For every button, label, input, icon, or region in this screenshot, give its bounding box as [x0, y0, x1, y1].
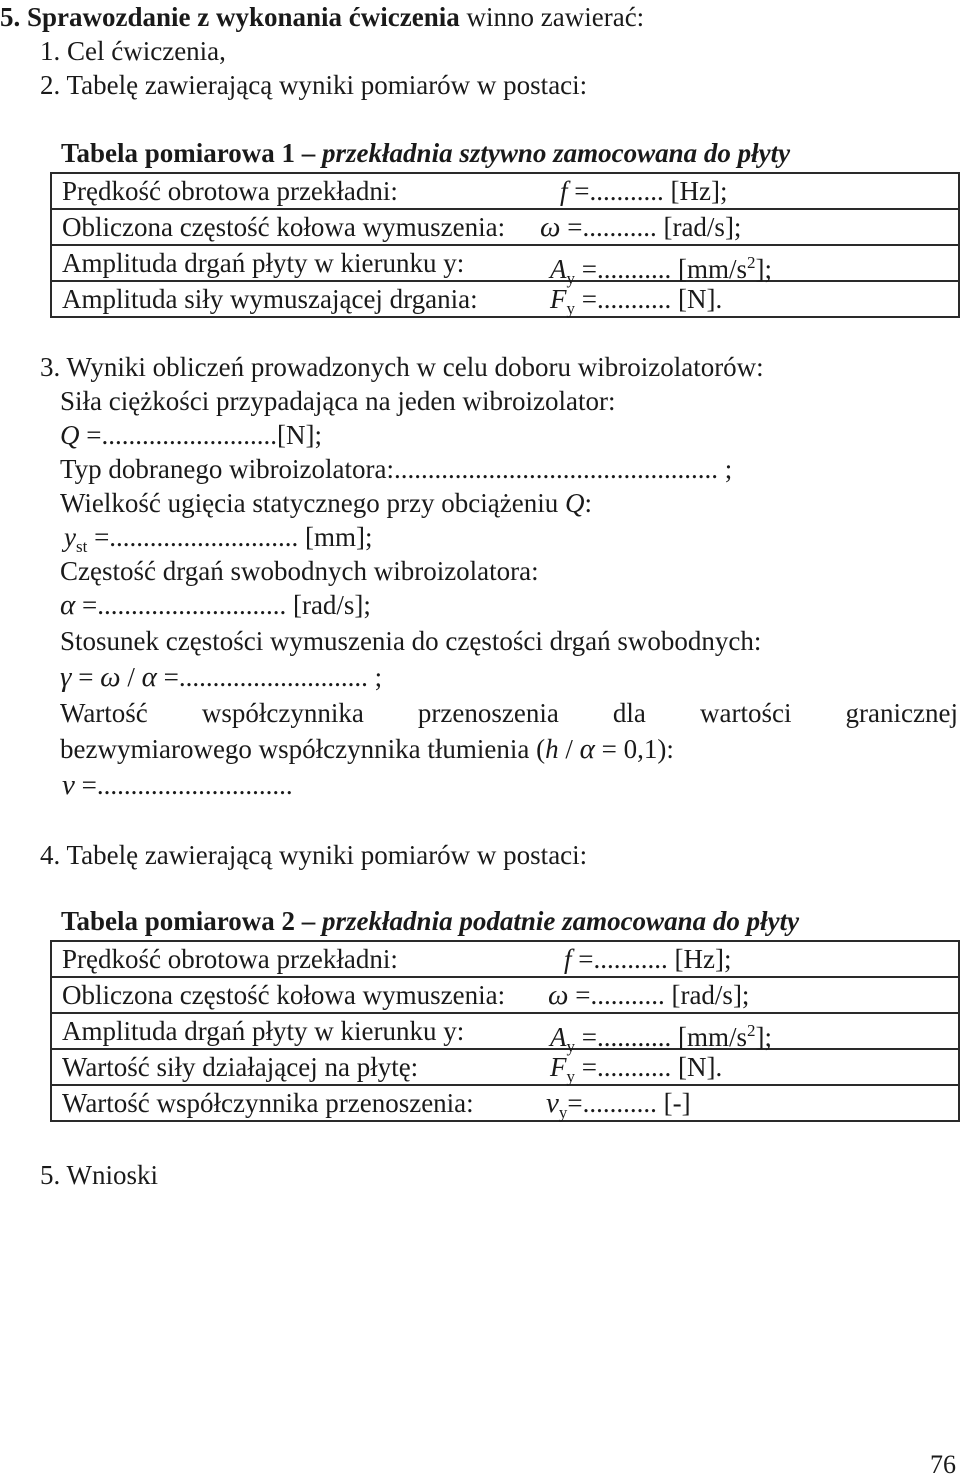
nu-value-line: ν =............................. [62, 769, 293, 801]
gamma-value-line: γ = ω / α =............................ ; [60, 661, 383, 693]
table2-row-label: Wartość siły działającej na płytę: [62, 1052, 419, 1082]
q-value-line: Q =..........................[N]; [60, 420, 322, 450]
section5-heading-bold: 5. Sprawozdanie z wykonania ćwiczenia [0, 2, 460, 32]
natural-frequency-label: Częstość drgań swobodnych wibroizolatora: [60, 556, 539, 586]
list-item-1: 1. Cel ćwiczenia, [40, 36, 226, 66]
table2-caption-bold: Tabela pomiarowa 2 – [61, 906, 323, 936]
table2-row-label: Prędkość obrotowa przekładni: [62, 944, 398, 974]
section5-heading [0, 0, 644, 34]
table1-row-value: ω =........... [rad/s]; [540, 211, 742, 243]
table1-row-frequency [51, 173, 959, 209]
table2-row-label: Wartość współczynnika przenoszenia: [62, 1088, 474, 1118]
section5-conclusions: 5. Wnioski [40, 1160, 159, 1190]
table2-row-frequency [51, 941, 959, 977]
ratio-label: Stosunek częstości wymuszenia do częstości drgań swobodnych: [60, 626, 762, 656]
table2-row-value: $A_y$ =........... $[mm/s^2]$; [550, 1021, 772, 1056]
transmissibility-label-line2: bezwymiarowego współczynnika tłumienia (h / α = 0,1): [60, 733, 674, 765]
table1-row-force [51, 281, 959, 317]
table2-row-value: f =........... [Hz]; [564, 944, 732, 974]
weight-label: Siła ciężkości przypadająca na jeden wibroizolator: [60, 386, 616, 416]
deflection-label: Wielkość ugięcia statycznego przy obciążeniu Q: [60, 488, 592, 518]
table1-row-label: Obliczona częstość kołowa wymuszenia: [62, 212, 506, 242]
table2-row-label: Amplituda drgań płyty w kierunku y: [62, 1016, 465, 1046]
table2-caption-italic: przekładnia podatnie zamocowana do płyty [322, 906, 800, 936]
table1-row-value: $F_y$ =........... [N]. [550, 284, 723, 318]
table1-row-value: $A_y$ =........... $[mm/s^2]$; [550, 253, 772, 288]
list-item-2: 2. Tabelę zawierającą wyniki pomiarów w postaci: [40, 70, 588, 100]
section3-heading: 3. Wyniki obliczeń prowadzonych w celu doboru wibroizolatorów: [40, 352, 764, 382]
table1-row-omega [51, 209, 959, 245]
measurement-table-1 [50, 136, 960, 318]
measurement-table-2 [50, 904, 960, 1122]
alpha-value-line: α =............................ [rad/s]; [60, 589, 371, 621]
table2-row-value: $F_y$ =........... [N]. [550, 1052, 723, 1086]
yst-value-line: $y_{st}$ =............................ [mm]; [64, 522, 373, 556]
section5-heading-rest: winno zawierać: [459, 2, 645, 32]
table1-row-label: Amplituda drgań płyty w kierunku y: [62, 248, 465, 278]
table2-row-amplitude [51, 1013, 959, 1056]
table2-row-label: Obliczona częstość kołowa wymuszenia: [62, 980, 506, 1010]
table1-row-value: f =........... [Hz]; [560, 176, 728, 206]
section4-heading: 4. Tabelę zawierającą wyniki pomiarów w postaci: [40, 840, 588, 870]
table1-caption [51, 136, 959, 173]
page-number: 76 [930, 1450, 956, 1479]
table1-row-amplitude [51, 245, 959, 288]
table2-row-value: $\nu_y=$........... [-] [546, 1087, 691, 1122]
table2-row-omega [51, 977, 959, 1013]
table2-row-transmissibility [51, 1085, 959, 1121]
table1-caption-bold: Tabela pomiarowa 1 – [61, 138, 323, 168]
table1-row-label: Prędkość obrotowa przekładni: [62, 176, 398, 206]
table1-row-label: Amplituda siły wymuszającej drgania: [62, 284, 478, 314]
table1-caption-italic: przekładnia sztywno zamocowana do płyty [322, 138, 791, 168]
isolator-type-line: Typ dobranego wibroizolatora:................................................ ; [60, 454, 733, 484]
table2-row-value: ω =........... [rad/s]; [548, 979, 750, 1011]
transmissibility-label-line1: Wartość współczynnika przenoszenia dla wartości granicznej [60, 698, 958, 728]
table2-row-force [51, 1049, 959, 1085]
table2-caption [51, 904, 959, 941]
